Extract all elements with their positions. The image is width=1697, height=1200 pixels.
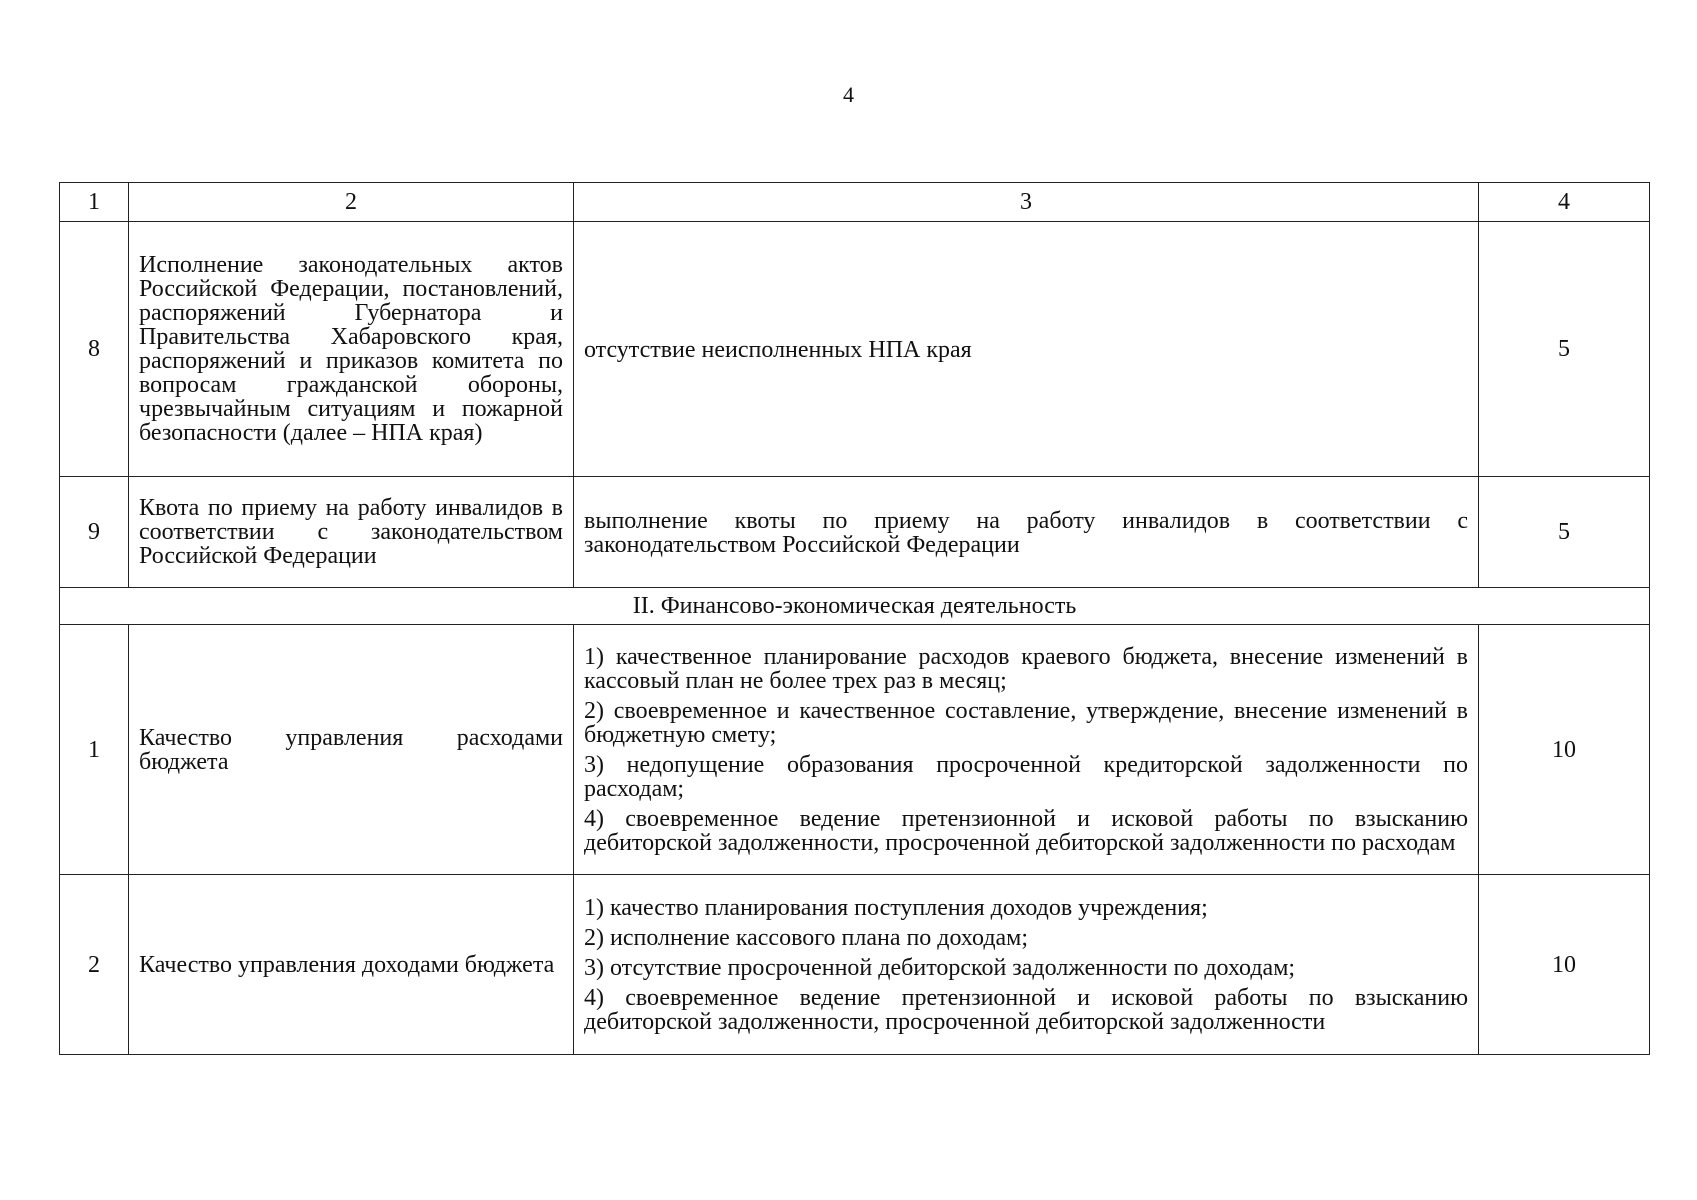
row-number: 8 xyxy=(60,222,129,477)
row-number: 1 xyxy=(60,625,129,875)
criteria-item: 1) качество планирования поступления доходов учреждения; xyxy=(584,895,1208,921)
criteria-cell xyxy=(574,477,1479,588)
criteria-item: 3) недопущение образования просроченной кредиторской задолженности по расходам; xyxy=(584,752,1468,802)
indicator-cell: Качество управления доходами бюджета xyxy=(129,875,574,1055)
criteria-item: 1) качественное планирование расходов краевого бюджета, внесение изменений в кассовый план не более трех раз в месяц; xyxy=(584,644,1468,694)
table-header-row xyxy=(60,183,1650,222)
criteria-item: 2) своевременное и качественное составление, утверждение, внесение изменений в бюджетную смету; xyxy=(584,698,1468,748)
criteria-item: отсутствие неисполненных НПА края xyxy=(584,336,972,363)
row-number: 9 xyxy=(60,477,129,588)
score-cell: 10 xyxy=(1479,625,1650,875)
criteria-item: 3) отсутствие просроченной дебиторской задолженности по доходам; xyxy=(584,955,1296,981)
row-number: 2 xyxy=(60,875,129,1055)
score-cell: 10 xyxy=(1479,875,1650,1055)
criteria-item: 2) исполнение кассового плана по доходам; xyxy=(584,925,1029,951)
table-row xyxy=(60,222,1650,477)
criteria-table xyxy=(59,182,1650,1055)
criteria-cell xyxy=(574,875,1479,1055)
indicator-cell: Качество управления расходами бюджета xyxy=(129,625,574,875)
page-number: 4 xyxy=(843,82,854,107)
table-row xyxy=(60,625,1650,875)
table-row xyxy=(60,875,1650,1055)
section-row xyxy=(60,588,1650,625)
indicator-cell: Квота по приему на работу инвалидов в соответствии с законодательством Российской Федерации xyxy=(129,477,574,588)
header-cell-2: 2 xyxy=(129,183,574,222)
criteria-item: выполнение квоты по приему на работу инвалидов в соответствии с законодательством Российской Федерации xyxy=(584,507,1468,558)
criteria-cell xyxy=(574,625,1479,875)
section-title: II. Финансово-экономическая деятельность xyxy=(60,588,1650,625)
header-cell-3: 3 xyxy=(574,183,1479,222)
criteria-item: 4) своевременное ведение претензионной и исковой работы по взысканию дебиторской задолженности, просроченной дебиторской задолженности xyxy=(584,985,1468,1035)
indicator-cell: Исполнение законодательных актов Российской Федерации, постановлений, распоряжений Губернатора и Правительства Хабаровского края, распоряжений и приказов комитета по вопросам гражданской обороны, чрезвычайным ситуациям и пожарной безопасности (далее – НПА края) xyxy=(129,222,574,477)
table-row xyxy=(60,477,1650,588)
score-cell: 5 xyxy=(1479,222,1650,477)
criteria-item: 4) своевременное ведение претензионной и исковой работы по взысканию дебиторской задолженности, просроченной дебиторской задолженности по расходам xyxy=(584,806,1468,856)
criteria-cell xyxy=(574,222,1479,477)
header-cell-4: 4 xyxy=(1479,183,1650,222)
score-cell: 5 xyxy=(1479,477,1650,588)
header-cell-1: 1 xyxy=(60,183,129,222)
